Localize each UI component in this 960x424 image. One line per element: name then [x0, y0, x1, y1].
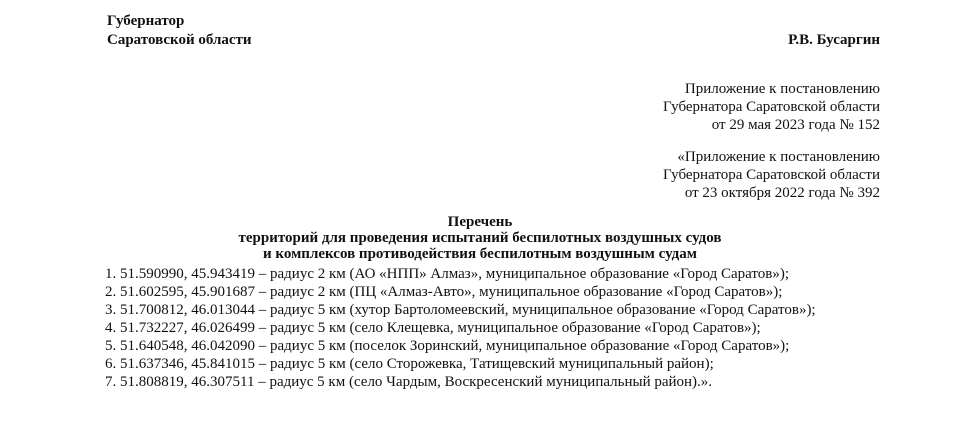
- annex-current-line2: Губернатора Саратовской области: [663, 99, 880, 115]
- annex-current: [663, 80, 880, 134]
- list-item: 4. 51.732227, 46.026499 – радиус 5 км (село Клещевка, муниципальное образование «Город Саратов»);: [105, 320, 761, 336]
- heading-line1: Перечень: [447, 214, 513, 230]
- heading-line3: и комплексов противодействия беспилотным воздушным судам: [263, 246, 697, 262]
- list-item: 6. 51.637346, 45.841015 – радиус 5 км (село Сторожевка, Татищевский муниципальный район);: [105, 356, 714, 372]
- signer-title-line1: Губернатор: [107, 13, 185, 29]
- list-item: 5. 51.640548, 46.042090 – радиус 5 км (поселок Зоринский, муниципальное образование «Город Саратов»);: [105, 338, 790, 354]
- document-heading: [0, 214, 960, 262]
- annex-previous-line2: Губернатора Саратовской области: [663, 167, 880, 183]
- list-item: 7. 51.808819, 46.307511 – радиус 5 км (село Чардым, Воскресенский муниципальный район).».: [105, 374, 713, 390]
- signer-name: Р.В. Бусаргин: [788, 32, 880, 48]
- heading-line2: территорий для проведения испытаний беспилотных воздушных судов: [238, 230, 722, 246]
- list-item: 1. 51.590990, 45.943419 – радиус 2 км (АО «НПП» Алмаз», муниципальное образование «Город Саратов»);: [105, 266, 790, 282]
- annex-current-line3: от 29 мая 2023 года № 152: [711, 117, 880, 133]
- list-item: 2. 51.602595, 45.901687 – радиус 2 км (ПЦ «Алмаз-Авто», муниципальное образование «Город Саратов»);: [105, 284, 783, 300]
- annex-previous: [663, 148, 880, 202]
- annex-previous-line1: «Приложение к постановлению: [677, 149, 880, 165]
- annex-current-line1: Приложение к постановлению: [684, 81, 880, 97]
- list-item: 3. 51.700812, 46.013044 – радиус 5 км (хутор Бартоломеевский, муниципальное образование «Город Саратов»);: [105, 302, 816, 318]
- annex-previous-line3: от 23 октября 2022 года № 392: [684, 185, 880, 201]
- territory-list: [105, 265, 816, 391]
- signer-title-line2: Саратовской области: [107, 32, 252, 48]
- signer-title: [107, 12, 252, 50]
